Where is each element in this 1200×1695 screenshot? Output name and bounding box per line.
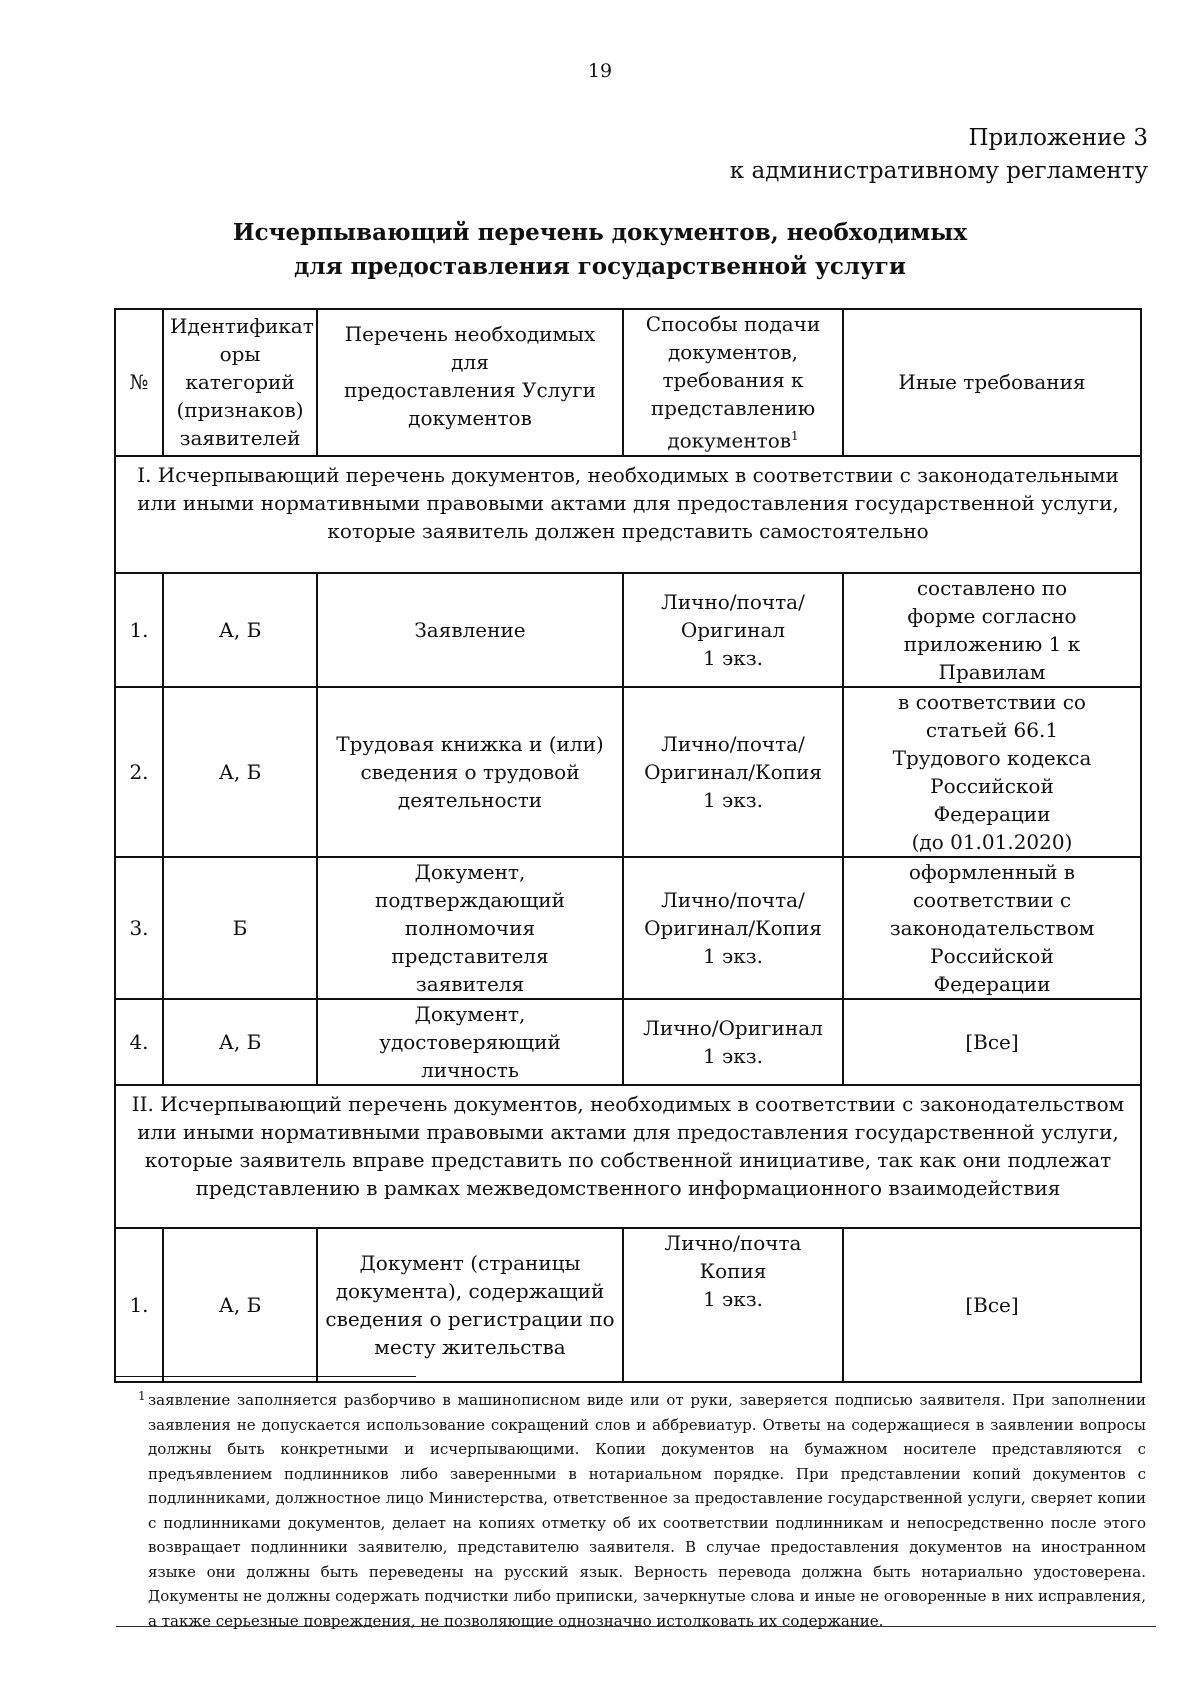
appendix-heading — [730, 122, 1148, 188]
document-title — [0, 216, 1200, 284]
section-2-line: которые заявитель вправе представить по собственной инициативе, так как они подлежат — [144, 1147, 1112, 1172]
row-method — [623, 687, 843, 857]
row-number: 3. — [115, 857, 163, 999]
bottom-rule — [116, 1626, 1156, 1627]
row-document-line: Трудовая книжка и (или) — [336, 731, 604, 756]
footnote-reference: 1 — [791, 429, 799, 443]
section-2-line: или иными нормативными правовыми актами для предоставления государственной услуги, — [137, 1119, 1119, 1144]
row-method — [623, 1228, 843, 1382]
row-categories: А, Б — [163, 999, 317, 1085]
row-method-line: 1 экз. — [702, 943, 764, 968]
row-categories: Б — [163, 857, 317, 999]
footnote-text: заявление заполняется разборчиво в машинописном виде или от руки, заверяется подписью заявителя. При заполнении заявления не допускается использование сокращений слов и аббревиатур. Ответы на содержащиеся в заявлении вопросы должны быть конкретными и исчерпывающими. Копии документов на бумажном носителе представляются с предъявлением подлинников либо заверенными в нотариальном порядке. При представлении копий документов с подлинниками, должностное лицо Министерства, ответственное за предоставление государственной услуги, сверяет копии с подлинниками документов, делает на копиях отметку об их соответствии подлинникам и непосредственно после этого возвращает подлинники заявителю, представителю заявителя. В случае предоставления документов на иностранном языке они должны быть переведены на русский язык. Верность перевода должна быть нотариально удостоверена. Документы не должны содержать подчистки либо приписки, зачеркнутые слова и иные не оговоренные в них исправления, а также серьезные повреждения, не позволяющие однозначно истолковать их содержание. — [148, 1391, 1146, 1630]
row-other-line: [Все] — [965, 1029, 1019, 1054]
header-methods-line: документов, — [667, 340, 799, 364]
footnote — [138, 1388, 1146, 1633]
header-documents-line: Перечень необходимых для — [344, 322, 596, 374]
header-methods-line: требования к — [662, 368, 804, 392]
row-document-line: месту жительства — [374, 1334, 566, 1359]
row-other-line: приложению 1 к — [903, 631, 1081, 656]
row-categories: А, Б — [163, 573, 317, 687]
footnote-mark: 1 — [138, 1389, 146, 1403]
table-row — [115, 573, 1141, 687]
row-method-line: Лично/почта/ — [661, 731, 805, 756]
title-line-1: Исчерпывающий перечень документов, необходимых — [232, 219, 968, 246]
row-document-line: сведения о регистрации по — [325, 1306, 615, 1331]
row-method-line: Лично/почта — [664, 1230, 802, 1255]
row-other-line: Российской — [930, 943, 1054, 968]
row-document-line: деятельности — [397, 787, 543, 812]
row-other-line: в соответствии со — [898, 689, 1086, 714]
row-method — [623, 999, 843, 1085]
header-documents-line: предоставления Услуги — [344, 378, 596, 402]
row-other-line: Трудового кодекса — [892, 745, 1092, 770]
row-other — [843, 687, 1141, 857]
row-number: 4. — [115, 999, 163, 1085]
header-num: № — [115, 309, 163, 456]
table-header-row — [115, 309, 1141, 456]
row-method — [623, 573, 843, 687]
row-method-line: Копия — [699, 1258, 767, 1283]
row-document-line: Документ, удостоверяющий — [379, 1001, 561, 1054]
header-identifiers-line: категорий — [185, 370, 295, 395]
row-other-line: [Все] — [965, 1292, 1019, 1317]
row-method-line: Лично/почта/ — [661, 589, 805, 614]
row-other-line: оформленный в — [908, 859, 1076, 884]
row-other-line: Российской — [930, 773, 1054, 798]
section-2-row — [115, 1085, 1141, 1228]
section-2-body — [115, 1228, 1141, 1382]
table-row — [115, 999, 1141, 1085]
header-identifiers-line: Идентификат — [170, 314, 314, 339]
header-methods-line: представлению — [650, 396, 816, 420]
row-method-line: 1 экз. — [702, 787, 764, 812]
row-document-line: заявителя — [415, 971, 525, 996]
section-2-heading — [115, 1085, 1141, 1228]
row-document-line: Заявление — [414, 617, 526, 642]
row-other-line: (до 01.01.2020) — [911, 829, 1073, 854]
row-other-line: Федерации — [933, 801, 1051, 826]
title-line-2: для предоставления государственной услуги — [294, 253, 906, 280]
row-document — [317, 1228, 623, 1382]
table-row — [115, 1228, 1141, 1382]
section-1-row — [115, 456, 1141, 573]
row-other-line: форме согласно — [907, 603, 1077, 628]
row-number: 1. — [115, 573, 163, 687]
header-methods — [623, 309, 843, 456]
row-document-line: документа), содержащий — [335, 1278, 605, 1303]
documents-table — [114, 308, 1142, 1383]
row-document-line: полномочия представителя — [391, 915, 549, 968]
header-methods-text: документов — [667, 428, 792, 453]
row-other-line: составлено по — [916, 575, 1068, 600]
row-document-line: Документ (страницы — [359, 1250, 581, 1275]
header-methods-line — [630, 422, 836, 455]
row-other-line: Федерации — [933, 971, 1051, 996]
row-method-line: Оригинал/Копия — [644, 759, 822, 784]
row-categories: А, Б — [163, 1228, 317, 1382]
row-other-line: Правилам — [938, 659, 1046, 684]
appendix-line-1: Приложение 3 — [968, 125, 1148, 151]
header-identifiers-line: заявителей — [179, 426, 301, 451]
section-1-line: или иными нормативными правовыми актами для предоставления государственной услуги, — [137, 490, 1119, 515]
section-1-heading — [115, 456, 1141, 573]
section-2-line: II. Исчерпывающий перечень документов, необходимых в соответствии с законодательством — [131, 1091, 1125, 1116]
row-other-line: законодательством — [889, 915, 1095, 940]
row-method-line: 1 экз. — [702, 1043, 764, 1068]
header-documents — [317, 309, 623, 456]
row-document — [317, 573, 623, 687]
header-methods-line: Способы подачи — [645, 312, 821, 336]
page-number: 19 — [587, 60, 613, 82]
row-other — [843, 1228, 1141, 1382]
header-documents-line: документов — [408, 406, 532, 430]
row-method-line: 1 экз. — [702, 645, 764, 670]
header-identifiers-line: (признаков) — [176, 398, 304, 423]
row-method-line: Оригинал — [680, 617, 786, 642]
section-1-body — [115, 573, 1141, 1085]
row-method — [623, 857, 843, 999]
appendix-line-2: к административному регламенту — [729, 158, 1148, 184]
row-other — [843, 857, 1141, 999]
row-method-line: Лично/Оригинал — [643, 1015, 823, 1040]
header-other: Иные требования — [843, 309, 1141, 456]
footnote-separator — [116, 1376, 416, 1377]
row-document — [317, 999, 623, 1085]
table-row — [115, 687, 1141, 857]
row-number: 2. — [115, 687, 163, 857]
row-document-line: личность — [421, 1057, 519, 1082]
row-other — [843, 999, 1141, 1085]
row-method-line: Оригинал/Копия — [644, 915, 822, 940]
header-identifiers-line: оры — [219, 342, 261, 367]
row-document-line: Документ, подтверждающий — [375, 859, 565, 912]
section-1-line: которые заявитель должен представить самостоятельно — [327, 518, 929, 543]
row-number: 1. — [115, 1228, 163, 1382]
row-document — [317, 687, 623, 857]
header-identifiers — [163, 309, 317, 456]
row-other — [843, 573, 1141, 687]
row-other-line: статьей 66.1 — [925, 717, 1059, 742]
table-row — [115, 857, 1141, 999]
row-other-line: соответствии с — [912, 887, 1072, 912]
section-2-line: представлению в рамках межведомственного информационного взаимодействия — [195, 1175, 1061, 1200]
section-1-line: I. Исчерпывающий перечень документов, необходимых в соответствии с законодательными — [137, 462, 1119, 487]
row-categories: А, Б — [163, 687, 317, 857]
row-method-line: 1 экз. — [702, 1286, 764, 1311]
row-method-line: Лично/почта/ — [661, 887, 805, 912]
row-document-line: сведения о трудовой — [360, 759, 580, 784]
row-document — [317, 857, 623, 999]
